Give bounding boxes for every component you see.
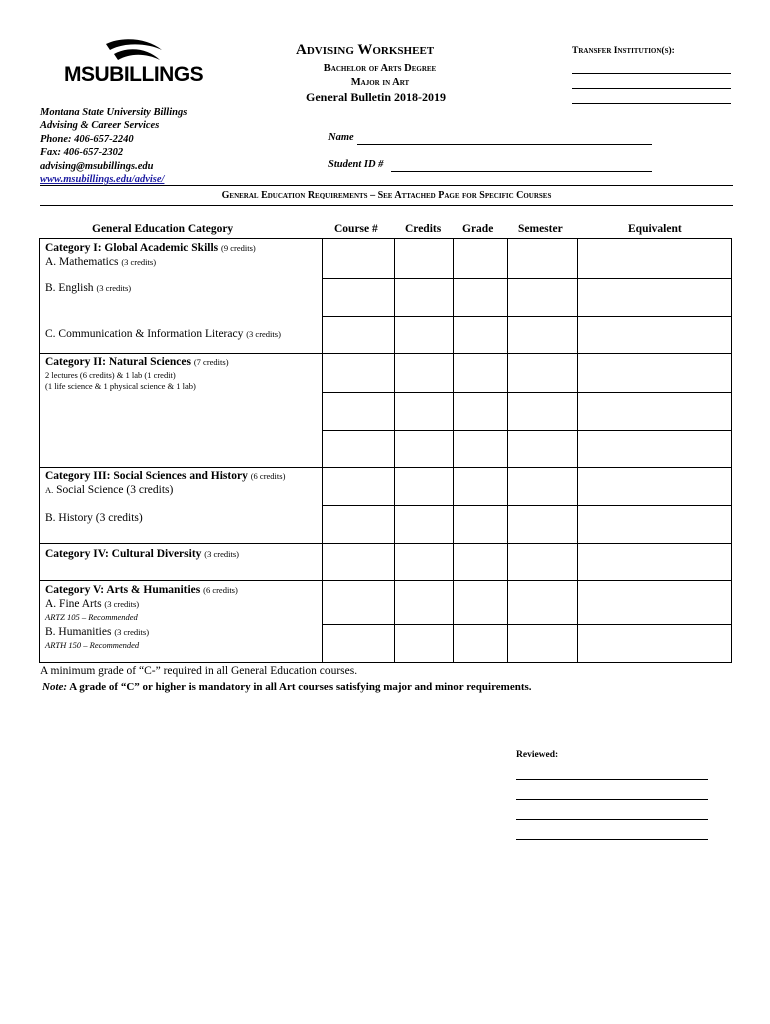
category-1-cell bbox=[40, 239, 323, 279]
logo-wordmark: MSUBILLINGS bbox=[64, 63, 204, 86]
table-row bbox=[40, 625, 732, 663]
credits-cell[interactable] bbox=[394, 544, 454, 581]
transfer-institution-line-1[interactable] bbox=[572, 73, 731, 74]
history-cell bbox=[40, 506, 323, 544]
semester-cell[interactable] bbox=[508, 239, 578, 279]
reviewed-line-3[interactable] bbox=[516, 819, 708, 820]
semester-cell[interactable] bbox=[508, 581, 578, 625]
category-3-credits: (6 credits) bbox=[250, 471, 286, 481]
reviewed-line-1[interactable] bbox=[516, 779, 708, 780]
social-science-prefix: A. bbox=[45, 484, 54, 495]
semester-cell[interactable] bbox=[508, 393, 578, 431]
humanities-label: B. Humanities bbox=[45, 625, 112, 638]
grade-cell[interactable] bbox=[454, 279, 508, 317]
grade-cell[interactable] bbox=[454, 354, 508, 393]
equivalent-cell[interactable] bbox=[578, 544, 732, 581]
history-label: B. History (3 credits) bbox=[45, 511, 143, 524]
grade-cell[interactable] bbox=[454, 393, 508, 431]
section-title: General Education Requirements – See Attached Page for Specific Courses bbox=[221, 190, 552, 201]
credits-cell[interactable] bbox=[394, 393, 454, 431]
requirements-table bbox=[39, 238, 732, 663]
grade-cell[interactable] bbox=[454, 625, 508, 663]
section-rule-top bbox=[40, 185, 733, 186]
semester-cell[interactable] bbox=[508, 279, 578, 317]
grade-cell[interactable] bbox=[454, 317, 508, 354]
table-row bbox=[40, 354, 732, 393]
name-label: Name bbox=[328, 132, 354, 143]
semester-cell[interactable] bbox=[508, 468, 578, 506]
category-4-title: Category IV: Cultural Diversity bbox=[45, 548, 202, 560]
category-4-credits: (3 credits) bbox=[204, 549, 239, 559]
semester-cell[interactable] bbox=[508, 354, 578, 393]
student-id-field[interactable] bbox=[391, 171, 652, 172]
table-row bbox=[40, 581, 732, 625]
transfer-institution-line-2[interactable] bbox=[572, 88, 731, 89]
equivalent-cell[interactable] bbox=[578, 468, 732, 506]
name-field[interactable] bbox=[357, 144, 652, 145]
category-5-cell bbox=[40, 581, 323, 625]
course-cell[interactable] bbox=[322, 239, 394, 279]
english-cell bbox=[40, 279, 323, 317]
credits-cell[interactable] bbox=[394, 468, 454, 506]
credits-cell[interactable] bbox=[394, 354, 454, 393]
table-row bbox=[40, 239, 732, 279]
humanities-cell bbox=[40, 625, 323, 663]
transfer-institution-label: Transfer Institution(s): bbox=[572, 46, 675, 56]
degree-block bbox=[300, 62, 460, 90]
degree-label: Bachelor of Arts Degree bbox=[323, 63, 437, 74]
student-id-label: Student ID # bbox=[328, 159, 384, 170]
category-5-title: Category V: Arts & Humanities bbox=[45, 584, 201, 596]
social-science-label: Social Science (3 credits) bbox=[56, 483, 174, 496]
note-text: A grade of “C” or higher is mandatory in all Art courses satisfying major and minor requirements. bbox=[69, 681, 532, 693]
school-name: Montana State University Billings bbox=[40, 107, 188, 118]
credits-cell[interactable] bbox=[394, 431, 454, 468]
col-header-grade: Grade bbox=[462, 223, 494, 235]
grade-cell[interactable] bbox=[454, 431, 508, 468]
grade-cell[interactable] bbox=[454, 506, 508, 544]
major-label: Major in Art bbox=[350, 77, 410, 88]
course-cell[interactable] bbox=[322, 431, 394, 468]
communication-credits: (3 credits) bbox=[246, 329, 281, 339]
course-cell[interactable] bbox=[322, 317, 394, 354]
equivalent-cell[interactable] bbox=[578, 279, 732, 317]
course-cell[interactable] bbox=[322, 468, 394, 506]
category-2-credits: (7 credits) bbox=[193, 357, 229, 367]
category-4-cell bbox=[40, 544, 323, 581]
semester-cell[interactable] bbox=[508, 506, 578, 544]
table-row bbox=[40, 506, 732, 544]
note-label: Note: bbox=[42, 681, 68, 693]
grade-cell[interactable] bbox=[454, 544, 508, 581]
col-header-category: General Education Category bbox=[92, 223, 234, 235]
communication-cell bbox=[40, 317, 323, 354]
communication-label: C. Communication & Information Literacy bbox=[45, 328, 244, 340]
msu-billings-logo-icon bbox=[104, 38, 164, 66]
course-cell[interactable] bbox=[322, 506, 394, 544]
equivalent-cell[interactable] bbox=[578, 581, 732, 625]
phone-number: Phone: 406-657-2240 bbox=[40, 133, 134, 145]
semester-cell[interactable] bbox=[508, 317, 578, 354]
table-row bbox=[40, 317, 732, 354]
semester-cell[interactable] bbox=[508, 431, 578, 468]
category-3-title: Category III: Social Sciences and History bbox=[45, 470, 248, 482]
contact-block bbox=[40, 106, 187, 186]
credits-cell[interactable] bbox=[394, 279, 454, 317]
mathematics-credits: (3 credits) bbox=[121, 256, 157, 267]
credits-cell[interactable] bbox=[394, 317, 454, 354]
course-cell[interactable] bbox=[322, 354, 394, 393]
credits-cell[interactable] bbox=[394, 625, 454, 663]
grade-cell[interactable] bbox=[454, 581, 508, 625]
bulletin-label: General Bulletin 2018-2019 bbox=[306, 90, 446, 104]
equivalent-cell[interactable] bbox=[578, 393, 732, 431]
reviewed-label: Reviewed: bbox=[516, 750, 559, 760]
table-row bbox=[40, 468, 732, 506]
reviewed-line-2[interactable] bbox=[516, 799, 708, 800]
course-cell[interactable] bbox=[322, 581, 394, 625]
natural-sciences-note-2: (1 life science & 1 physical science & 1 lab) bbox=[45, 380, 196, 391]
category-5-credits: (6 credits) bbox=[203, 585, 238, 595]
reviewed-line-4[interactable] bbox=[516, 839, 708, 840]
category-1-credits: (9 credits) bbox=[221, 243, 256, 253]
course-cell[interactable] bbox=[322, 279, 394, 317]
equivalent-cell[interactable] bbox=[578, 317, 732, 354]
course-cell[interactable] bbox=[322, 625, 394, 663]
semester-cell[interactable] bbox=[508, 544, 578, 581]
semester-cell[interactable] bbox=[508, 625, 578, 663]
fax-number: Fax: 406-657-2302 bbox=[40, 147, 124, 159]
col-header-course: Course # bbox=[334, 223, 378, 235]
email-address: advising@msubillings.edu bbox=[40, 160, 154, 172]
fine-arts-credits: (3 credits) bbox=[104, 598, 140, 609]
art-grade-note bbox=[42, 681, 532, 693]
credits-cell[interactable] bbox=[394, 581, 454, 625]
humanities-recommended: ARTH 150 – Recommended bbox=[45, 640, 140, 650]
natural-sciences-note-1: 2 lectures (6 credits) & 1 lab (1 credit) bbox=[45, 369, 176, 380]
category-2-title: Category II: Natural Sciences bbox=[45, 356, 191, 368]
grade-cell[interactable] bbox=[454, 468, 508, 506]
english-credits: (3 credits) bbox=[96, 282, 132, 293]
min-grade-note: A minimum grade of “C-” required in all General Education courses. bbox=[40, 665, 358, 677]
equivalent-cell[interactable] bbox=[578, 239, 732, 279]
category-2-cell bbox=[40, 354, 323, 468]
col-header-credits: Credits bbox=[405, 223, 442, 235]
transfer-institution-line-3[interactable] bbox=[572, 103, 731, 104]
page-title: Advising Worksheet bbox=[296, 42, 435, 58]
fine-arts-label: A. Fine Arts bbox=[45, 597, 102, 610]
course-cell[interactable] bbox=[322, 544, 394, 581]
equivalent-cell[interactable] bbox=[578, 506, 732, 544]
humanities-credits: (3 credits) bbox=[114, 626, 150, 637]
credits-cell[interactable] bbox=[394, 239, 454, 279]
table-row bbox=[40, 544, 732, 581]
category-1-title: Category I: Global Academic Skills bbox=[45, 242, 219, 254]
department-name: Advising & Career Services bbox=[40, 120, 160, 132]
section-rule-bottom bbox=[40, 205, 733, 206]
col-header-equivalent: Equivalent bbox=[628, 223, 682, 235]
course-cell[interactable] bbox=[322, 393, 394, 431]
col-header-semester: Semester bbox=[518, 223, 563, 235]
mathematics-label: A. Mathematics bbox=[45, 255, 119, 268]
table-row bbox=[40, 279, 732, 317]
equivalent-cell[interactable] bbox=[578, 625, 732, 663]
website-link[interactable]: www.msubillings.edu/advise/ bbox=[40, 174, 165, 186]
equivalent-cell[interactable] bbox=[578, 431, 732, 468]
credits-cell[interactable] bbox=[394, 506, 454, 544]
grade-cell[interactable] bbox=[454, 239, 508, 279]
english-label: B. English bbox=[45, 281, 94, 294]
fine-arts-recommended: ARTZ 105 – Recommended bbox=[45, 612, 138, 622]
category-3-cell bbox=[40, 468, 323, 506]
equivalent-cell[interactable] bbox=[578, 354, 732, 393]
